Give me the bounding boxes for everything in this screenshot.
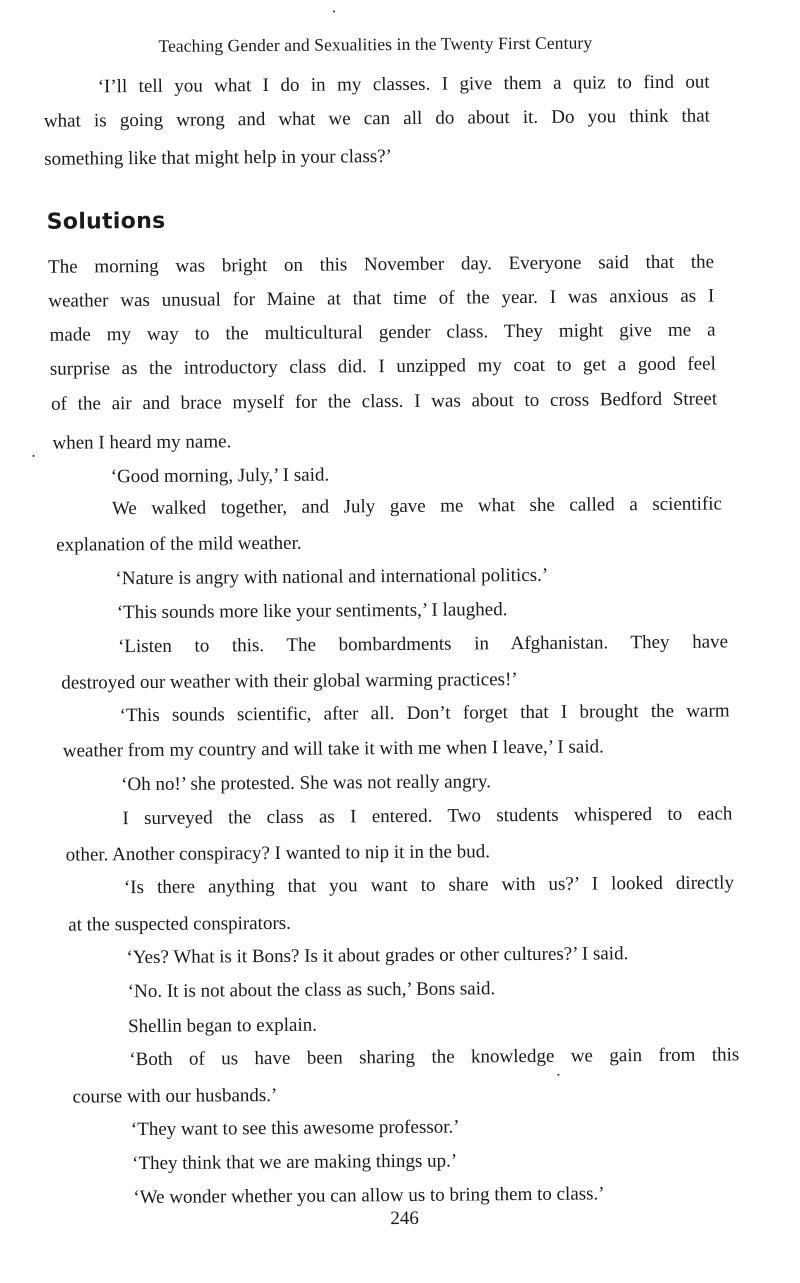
- body-line: course with our husbands.’: [72, 1084, 278, 1108]
- scan-speck: [33, 455, 35, 457]
- body-line: other. Another conspiracy? I wanted to nip it in the bud.: [65, 841, 490, 866]
- intro-line: something like that might help in your class?’: [44, 146, 393, 170]
- body-line: weather was unusual for Maine at that time of the year. I was anxious as I: [48, 285, 715, 312]
- scan-speck: [557, 1074, 559, 1076]
- body-line: ‘Yes? What is it Bons? Is it about grades or other cultures?’ I said.: [126, 943, 629, 969]
- body-line: I surveyed the class as I entered. Two students whispered to each: [122, 803, 733, 830]
- body-line: made my way to the multicultural gender class. They might give me a: [49, 319, 716, 346]
- body-line: ‘Good morning, July,’ I said.: [110, 464, 330, 488]
- body-line: destroyed our weather with their global warming practices!’: [61, 669, 518, 694]
- intro-line: ‘I’ll tell you what I do in my classes. I give them a quiz to find out: [97, 71, 710, 98]
- body-line: weather from my country and will take it with me when I leave,’ I said.: [62, 736, 604, 762]
- body-line: explanation of the mild weather.: [56, 532, 302, 556]
- body-line: of the air and brace myself for the class. I was about to cross Bedford Street: [51, 388, 718, 415]
- body-line: The morning was bright on this November day. Everyone said that the: [47, 251, 715, 278]
- body-line: ‘Listen to this. The bombardments in Afghanistan. They have: [117, 631, 729, 658]
- body-line: We walked together, and July gave me what she called a scientific: [111, 493, 723, 520]
- body-line: at the suspected conspirators.: [68, 912, 291, 936]
- body-line: ‘Nature is angry with national and international politics.’: [115, 564, 549, 590]
- body-line: Shellin began to explain.: [127, 1014, 318, 1038]
- body-line: ‘They want to see this awesome professor.’: [130, 1116, 460, 1141]
- body-line: ‘This sounds scientific, after all. Don’t forget that I brought the warm: [119, 700, 730, 727]
- body-line: ‘Oh no!’ she protested. She was not really angry.: [121, 771, 492, 796]
- body-line: when I heard my name.: [52, 431, 232, 454]
- running-head: Teaching Gender and Sexualities in the Twenty First Century: [158, 32, 593, 56]
- section-heading: Solutions: [46, 208, 166, 235]
- intro-line: what is going wrong and what we can all do about it. Do you think that: [43, 105, 710, 132]
- body-line: surprise as the introductory class did. I unzipped my coat to get a good feel: [49, 353, 716, 380]
- body-line: ‘This sounds more like your sentiments,’ I laughed.: [116, 599, 508, 624]
- body-line: ‘Is there anything that you want to share with us?’ I looked directly: [123, 872, 735, 899]
- body-line: ‘They think that we are making things up.’: [132, 1150, 458, 1175]
- scan-speck: [333, 10, 335, 12]
- body-line: ‘We wonder whether you can allow us to bring them to class.’: [133, 1183, 605, 1209]
- body-line: ‘Both of us have been sharing the knowledge we gain from this: [129, 1044, 740, 1071]
- body-line: ‘No. It is not about the class as such,’ Bons said.: [127, 978, 496, 1003]
- page-number: 246: [390, 1207, 419, 1230]
